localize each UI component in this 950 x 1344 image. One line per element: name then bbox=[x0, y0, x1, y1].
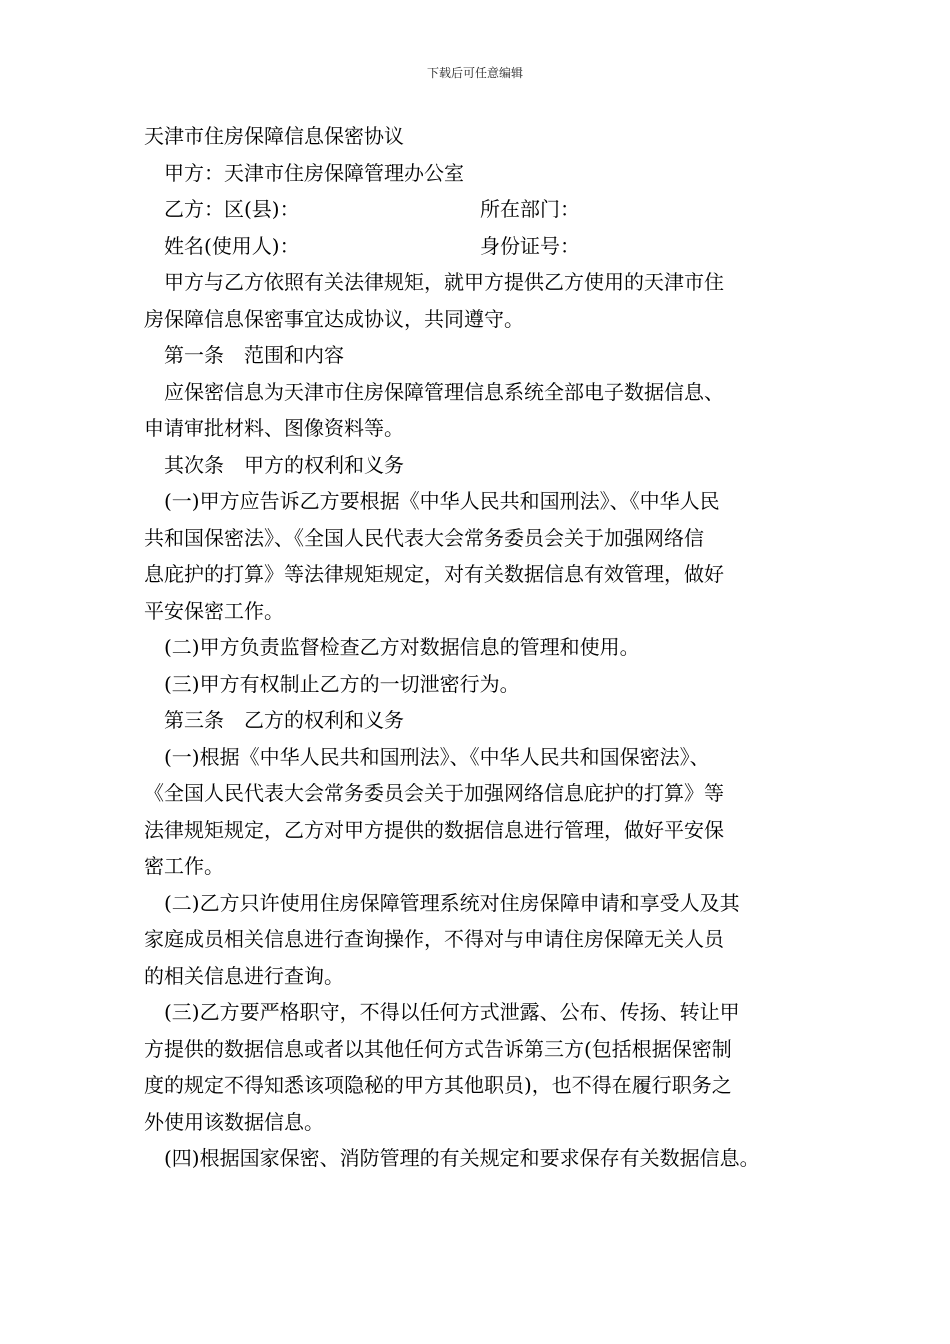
text-line: 《全国人民代表大会常务委员会关于加强网络信息庇护的打算》等 bbox=[144, 781, 724, 805]
text-line: (一)甲方应告诉乙方要根据《中华人民共和国刑法》、《中华人民 bbox=[164, 489, 720, 513]
text-line: 密工作。 bbox=[144, 854, 224, 878]
party-b-row bbox=[144, 191, 824, 228]
text-line: 外使用该数据信息。 bbox=[144, 1109, 324, 1134]
text-line: 甲方与乙方依照有关法律规矩，就甲方提供乙方使用的天津市住 bbox=[164, 270, 724, 294]
text-line: 其次条 甲方的权利和义务 bbox=[164, 452, 404, 477]
agreement-text bbox=[144, 264, 824, 1177]
text-line: 的相关信息进行查询。 bbox=[144, 963, 344, 988]
text-line: (四)根据国家保密、消防管理的有关规定和要求保存有关数据信息。 bbox=[164, 1146, 760, 1170]
text-line: 度的规定不得知悉该项隐秘的甲方其他职员)，也不得在履行职务之 bbox=[144, 1073, 732, 1097]
document-body bbox=[144, 118, 824, 1177]
text-line: (二)乙方只许使用住房保障管理系统对住房保障申请和享受人及其 bbox=[164, 890, 740, 915]
text-line: 第一条 范围和内容 bbox=[164, 343, 344, 367]
text-line: 法律规矩规定，乙方对甲方提供的数据信息进行管理，做好平安保 bbox=[144, 817, 724, 842]
party-a-line: 甲方：天津市住房保障管理办公室 bbox=[164, 160, 464, 185]
text-line: 应保密信息为天津市住房保障管理信息系统全部电子数据信息、 bbox=[164, 379, 724, 404]
text-line: 共和国保密法》、《全国人民代表大会常务委员会关于加强网络信 bbox=[144, 525, 704, 550]
id-number-label: 身份证号： bbox=[480, 233, 580, 258]
text-line: 申请审批材料、图像资料等。 bbox=[144, 416, 404, 440]
text-line: (二)甲方负责监督检查乙方对数据信息的管理和使用。 bbox=[164, 635, 640, 659]
text-line: 第三条 乙方的权利和义务 bbox=[164, 708, 404, 732]
text-line: (一)根据《中华人民共和国刑法》、《中华人民共和国保密法》、 bbox=[164, 744, 710, 769]
department-label: 所在部门： bbox=[480, 197, 580, 221]
district-label: 乙方：区(县)： bbox=[164, 197, 300, 221]
text-line: (三)乙方要严格职守，不得以任何方式泄露、公布、传扬、转让甲 bbox=[164, 1000, 740, 1024]
page-header: 下载后可任意编辑 bbox=[426, 66, 523, 80]
text-line: 房保障信息保密事宜达成协议，共同遵守。 bbox=[144, 306, 524, 331]
document-title: 天津市住房保障信息保密协议 bbox=[144, 124, 404, 148]
text-line: 平安保密工作。 bbox=[144, 598, 284, 623]
user-row bbox=[144, 228, 824, 265]
user-name-label: 姓名(使用人)： bbox=[164, 233, 300, 258]
text-line: 息庇护的打算》等法律规矩规定，对有关数据信息有效管理，做好 bbox=[144, 562, 724, 586]
text-line: 家庭成员相关信息进行查询操作，不得对与申请住房保障无关人员 bbox=[144, 927, 724, 951]
text-line: 方提供的数据信息或者以其他任何方式告诉第三方(包括根据保密制 bbox=[144, 1036, 732, 1061]
text-line: (三)甲方有权制止乙方的一切泄密行为。 bbox=[164, 671, 520, 696]
